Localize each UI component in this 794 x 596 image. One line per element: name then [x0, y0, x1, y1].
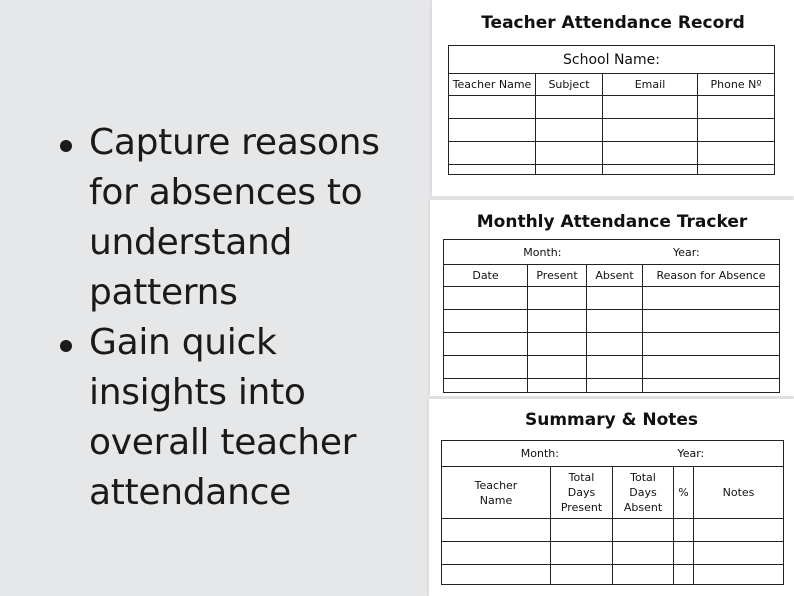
column-header: Teacher Name	[442, 467, 551, 519]
column-header: Phone Nº	[698, 74, 775, 96]
table-row	[444, 333, 780, 356]
column-header: Reason for Absence	[643, 265, 780, 287]
school-name-label: School Name:	[449, 46, 775, 74]
column-header: Teacher Name	[449, 74, 536, 96]
summary-notes-sheet	[429, 399, 794, 596]
column-header: %	[674, 467, 694, 519]
table-row	[442, 565, 784, 585]
table-row	[449, 165, 775, 175]
table-row	[449, 96, 775, 119]
month-label: Month:	[523, 245, 562, 259]
bullet-list	[58, 118, 398, 518]
teacher-attendance-record-sheet	[432, 0, 794, 196]
column-header: Present	[528, 265, 587, 287]
table-row	[442, 542, 784, 565]
year-label: Year:	[672, 245, 700, 259]
column-header: Notes	[694, 467, 784, 519]
column-header: Date	[444, 265, 528, 287]
bullet-item: Capture reasons for absences to understand patterns	[58, 118, 398, 318]
sheet-title: Monthly Attendance Tracker	[476, 212, 748, 232]
table-row	[442, 519, 784, 542]
table-row	[449, 142, 775, 165]
monthly-tracker-table	[443, 239, 780, 393]
table-row	[444, 310, 780, 333]
table-row	[444, 287, 780, 310]
month-label: Month:	[520, 447, 559, 460]
sheet-title: Summary & Notes	[524, 410, 699, 430]
column-header: Absent	[587, 265, 643, 287]
table-row	[444, 379, 780, 393]
bullet-item: Gain quick insights into overall teacher attendance	[58, 318, 398, 518]
column-header: Email	[603, 74, 698, 96]
year-label: Year:	[677, 447, 705, 460]
summary-table	[441, 440, 784, 585]
table-row	[444, 356, 780, 379]
table-row	[449, 119, 775, 142]
sheet-title: Teacher Attendance Record	[481, 13, 745, 33]
column-header: Total Days Present	[551, 467, 613, 519]
attendance-record-table	[448, 45, 775, 175]
monthly-attendance-tracker-sheet	[430, 200, 794, 396]
column-header: Total Days Absent	[613, 467, 674, 519]
column-header: Subject	[536, 74, 603, 96]
